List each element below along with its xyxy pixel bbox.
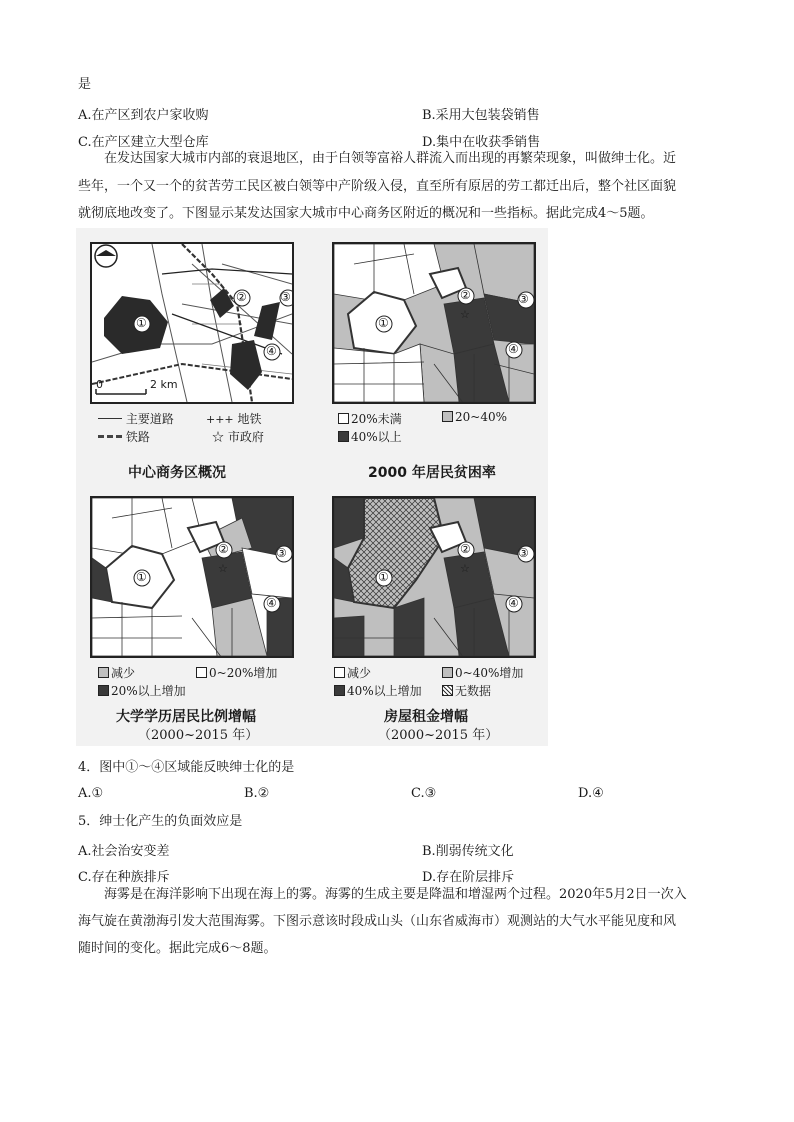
- map2-legend-mid: 20~40%: [442, 410, 507, 424]
- map-education-change: [90, 496, 294, 658]
- map4-legend-decrease: 减少: [334, 664, 371, 681]
- map-cbd-overview: [90, 242, 294, 404]
- q4-option-b: B.②: [244, 786, 270, 801]
- passage1-line3: 就彻底地改变了。下图显示某发达国家大城市中心商务区附近的概况和一些指标。据此完成4～5题。: [78, 206, 654, 221]
- map1-legend-road: 主要道路: [98, 410, 174, 427]
- area-label-1: ①: [136, 570, 147, 584]
- option-b: B.采用大包装袋销售: [422, 108, 540, 123]
- q4-option-d: D.④: [578, 786, 604, 801]
- area-label-4: ④: [266, 344, 277, 358]
- map2-legend-low: 20%未满: [338, 410, 402, 427]
- option-a: A.在产区到农户家收购: [78, 108, 209, 123]
- star-icon: ☆: [212, 430, 225, 444]
- passage1-line1: 在发达国家大城市内部的衰退地区，由于白领等富裕人群流入而出现的再繁荣现象，叫做绅士化。近: [104, 151, 677, 166]
- map4-caption: 房屋租金增幅: [384, 709, 468, 725]
- map-poverty-2000: [332, 242, 536, 404]
- map4-legend-small: 0~40%增加: [442, 664, 523, 681]
- star-icon: ☆: [460, 562, 470, 575]
- q5-option-c: C.存在种族排斥: [78, 870, 170, 885]
- area-label-4: ④: [266, 596, 277, 610]
- map3-legend-decrease: 减少: [98, 664, 135, 681]
- q4-option-a: A.①: [78, 786, 104, 801]
- area-label-3: ③: [518, 546, 529, 560]
- map-rent-change: [332, 496, 536, 658]
- map3-subcaption: （2000~2015 年）: [138, 728, 259, 743]
- map3-legend-large: 20%以上增加: [98, 682, 186, 699]
- area-label-2: ②: [460, 542, 471, 556]
- area-label-3: ③: [518, 292, 529, 306]
- map3-legend-small: 0~20%增加: [196, 664, 277, 681]
- option-c: C.在产区建立大型仓库: [78, 135, 209, 150]
- q4-option-c: C.③: [411, 786, 437, 801]
- q4-stem: 4．图中①～④区域能反映绅士化的是: [78, 760, 295, 775]
- area-label-1: ①: [136, 316, 147, 330]
- map4-legend-nodata: 无数据: [442, 682, 491, 699]
- passage2-line3: 随时间的变化。据此完成6～8题。: [78, 941, 277, 956]
- area-label-2: ②: [460, 288, 471, 302]
- area-label-3: ③: [276, 546, 287, 560]
- area-label-4: ④: [508, 342, 519, 356]
- area-label-2: ②: [236, 290, 247, 304]
- map4-subcaption: （2000~2015 年）: [378, 728, 499, 743]
- star-icon: ☆: [460, 308, 470, 321]
- map3-caption: 大学学历居民比例增幅: [116, 709, 256, 725]
- passage2-line2: 海气旋在黄渤海引发大范围海雾。下图示意该时段成山头（山东省威海市）观测站的大气水平能见度和风: [78, 914, 677, 929]
- q5-option-b: B.削弱传统文化: [422, 844, 514, 859]
- area-label-2: ②: [218, 542, 229, 556]
- question-fragment: 是: [78, 77, 92, 92]
- figure-panel: [76, 228, 548, 746]
- scale-label: 2 km: [150, 378, 178, 391]
- q5-stem: 5．绅士化产生的负面效应是: [78, 814, 243, 829]
- map2-legend-high: 40%以上: [338, 428, 402, 445]
- q5-option-d: D.存在阶层排斥: [422, 870, 515, 885]
- area-label-1: ①: [378, 570, 389, 584]
- map1-caption: 中心商务区概况: [128, 465, 226, 481]
- option-d: D.集中在收获季销售: [422, 135, 541, 150]
- map2-caption: 2000 年居民贫困率: [368, 465, 496, 481]
- star-icon: ☆: [218, 562, 228, 575]
- area-label-3: ③: [280, 290, 291, 304]
- scale-zero: 0: [96, 378, 103, 391]
- area-label-4: ④: [508, 596, 519, 610]
- area-label-1: ①: [378, 316, 389, 330]
- q5-option-a: A.社会治安变差: [78, 844, 170, 859]
- map1-legend-subway: +++ 地铁: [206, 412, 262, 426]
- map4-legend-large: 40%以上增加: [334, 682, 422, 699]
- hatch-box-icon: [442, 685, 453, 696]
- map1-legend-rail: 铁路: [98, 428, 150, 445]
- rail-line-icon: [98, 435, 122, 438]
- road-line-icon: [98, 418, 122, 419]
- map1-legend-cityhall: ☆ 市政府: [212, 430, 264, 444]
- passage1-line2: 些年，一个又一个的贫苦劳工民区被白领等中产阶级入侵，直至所有原居的劳工都迁出后，整个社区面貌: [78, 179, 677, 194]
- passage2-line1: 海雾是在海洋影响下出现在海上的雾。海雾的生成主要是降温和增湿两个过程。2020年5月2日一次入: [104, 887, 687, 902]
- subway-line-icon: +++: [206, 413, 234, 426]
